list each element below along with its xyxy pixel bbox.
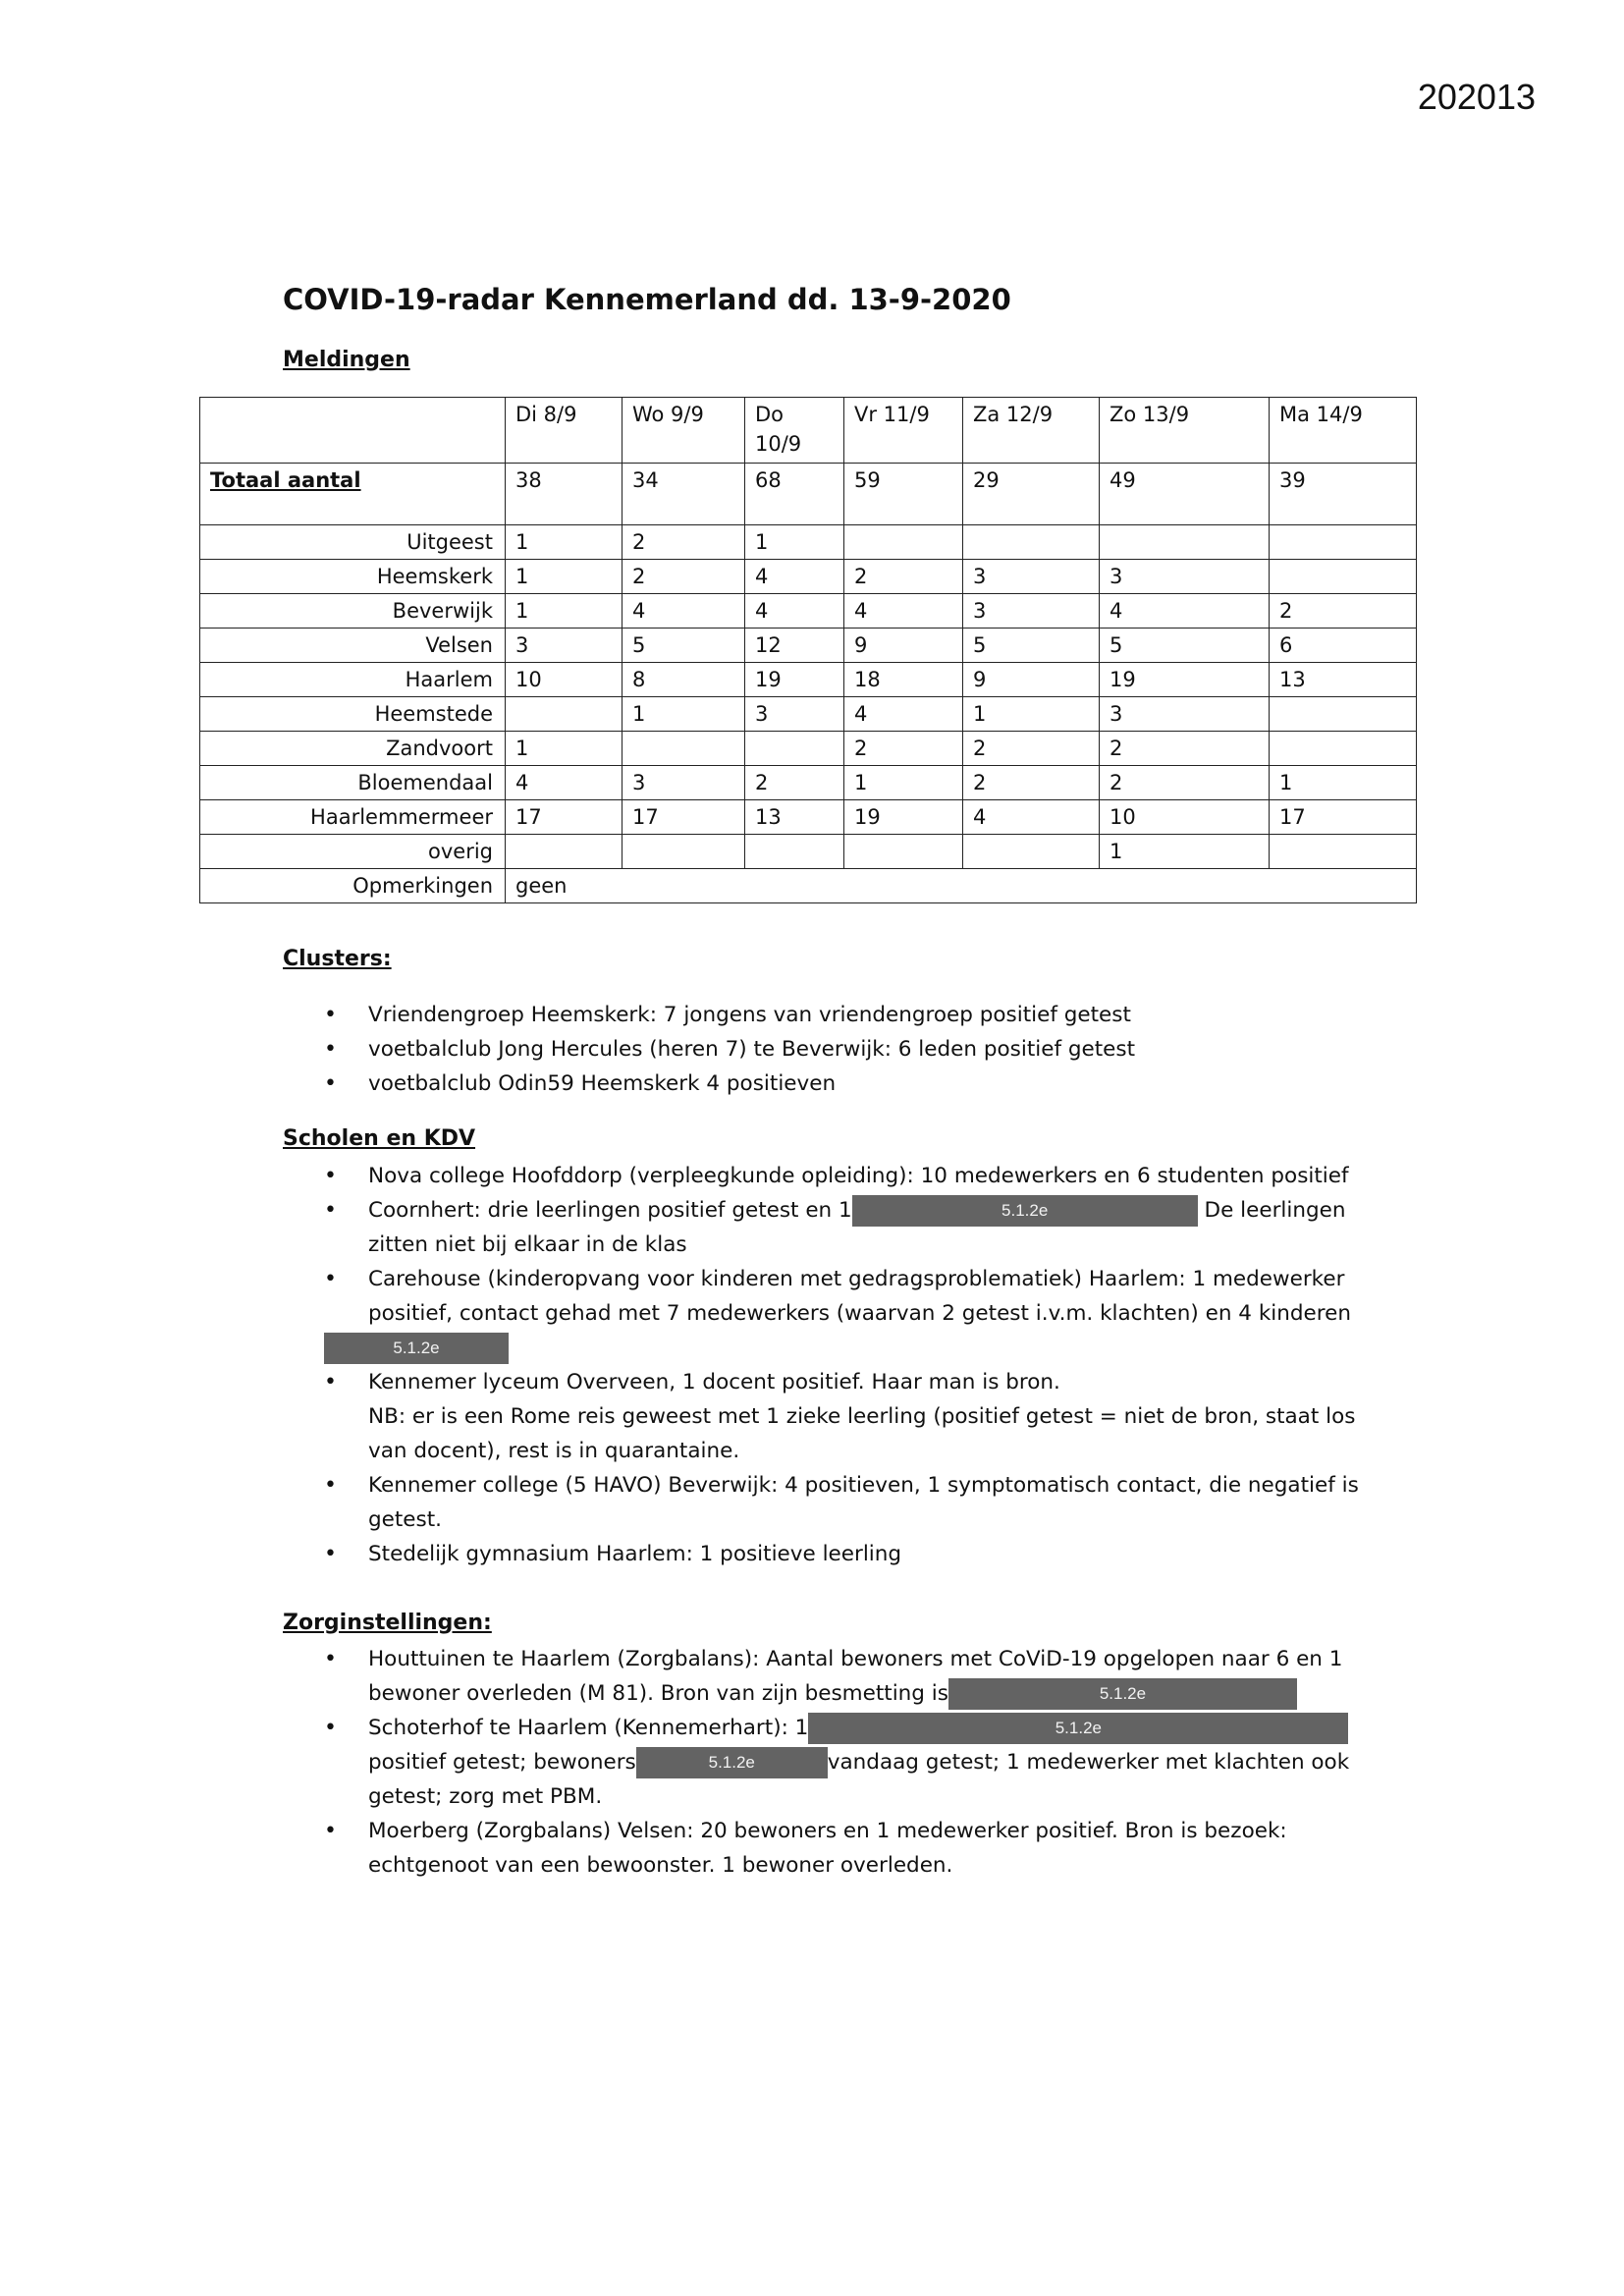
- count-cell: 4: [623, 594, 745, 629]
- count-cell: 4: [963, 800, 1100, 835]
- count-cell: [963, 525, 1100, 560]
- table-row: [200, 766, 1417, 800]
- place-name-cell: Uitgeest: [200, 525, 506, 560]
- column-header: Di 8/9: [506, 398, 623, 464]
- meldingen-table: [199, 397, 1417, 903]
- column-header: Wo 9/9: [623, 398, 745, 464]
- count-cell: [745, 732, 844, 766]
- table-row: [200, 594, 1417, 629]
- zorg-heading: Zorginstellingen:: [283, 1611, 492, 1635]
- scholen-heading: Scholen en KDV: [283, 1126, 476, 1151]
- table-row: [200, 560, 1417, 594]
- count-cell: 2: [623, 525, 745, 560]
- list-item: [324, 1262, 1365, 1365]
- place-name-cell: Zandvoort: [200, 732, 506, 766]
- list-item: • Vriendengroep Heemskerk: 7 jongens van vriendengroep positief getest: [324, 998, 1365, 1032]
- place-name-cell: Haarlemmermeer: [200, 800, 506, 835]
- table-row: [200, 800, 1417, 835]
- count-cell: 3: [963, 594, 1100, 629]
- list-item: • Stedelijk gymnasium Haarlem: 1 positieve leerling: [324, 1537, 1365, 1571]
- count-cell: 1: [844, 766, 963, 800]
- document-title: COVID-19-radar Kennemerland dd. 13-9-2020: [283, 283, 1011, 316]
- count-cell: [623, 732, 745, 766]
- total-value: 38: [506, 464, 623, 525]
- table-row: [200, 663, 1417, 697]
- table-row: [200, 525, 1417, 560]
- count-cell: [844, 525, 963, 560]
- count-cell: 1: [963, 697, 1100, 732]
- count-cell: 19: [844, 800, 963, 835]
- redaction-block: 5.1.2e: [948, 1678, 1297, 1710]
- item-text: De leerlingen zitten niet bij elkaar in de klas: [368, 1198, 1346, 1257]
- place-name-cell: Heemstede: [200, 697, 506, 732]
- count-cell: 3: [623, 766, 745, 800]
- count-cell: [1270, 697, 1417, 732]
- item-text: Houttuinen te Haarlem (Zorgbalans): Aantal bewoners met CoViD-19 opgelopen naar 6 en 1 bewoner overleden (M 81). Bron van zijn besmetting is: [368, 1647, 1343, 1706]
- table-row: [200, 835, 1417, 869]
- table-row: [200, 697, 1417, 732]
- count-cell: 3: [1100, 697, 1270, 732]
- count-cell: [1270, 835, 1417, 869]
- total-row: [200, 464, 1417, 525]
- count-cell: 4: [844, 594, 963, 629]
- count-cell: 13: [745, 800, 844, 835]
- item-text: Carehouse (kinderopvang voor kinderen met gedragsproblematiek) Haarlem: 1 medewerker positief, contact gehad met 7 medewerkers (waarvan 2 getest i.v.m. klachten) en 4 kinderen: [368, 1267, 1351, 1326]
- table-row: [200, 732, 1417, 766]
- count-cell: 1: [745, 525, 844, 560]
- list-item: • voetbalclub Odin59 Heemskerk 4 positieven: [324, 1066, 1365, 1101]
- count-cell: 2: [844, 560, 963, 594]
- count-cell: 1: [506, 525, 623, 560]
- count-cell: 1: [506, 594, 623, 629]
- count-cell: 17: [506, 800, 623, 835]
- redaction-block: 5.1.2e: [636, 1747, 828, 1778]
- item-text: vandaag getest; 1 medewerker met klachten ook getest; zorg met PBM.: [368, 1750, 1350, 1809]
- count-cell: 2: [623, 560, 745, 594]
- count-cell: 4: [745, 560, 844, 594]
- remarks-row: [200, 869, 1417, 903]
- count-cell: 9: [963, 663, 1100, 697]
- count-cell: 17: [1270, 800, 1417, 835]
- column-header: Vr 11/9: [844, 398, 963, 464]
- total-value: 34: [623, 464, 745, 525]
- place-name-cell: Haarlem: [200, 663, 506, 697]
- count-cell: 1: [1270, 766, 1417, 800]
- count-cell: 4: [1100, 594, 1270, 629]
- place-name-cell: Heemskerk: [200, 560, 506, 594]
- count-cell: 17: [623, 800, 745, 835]
- count-cell: 4: [745, 594, 844, 629]
- count-cell: 5: [963, 629, 1100, 663]
- redaction-block: 5.1.2e: [324, 1333, 509, 1364]
- total-value: 49: [1100, 464, 1270, 525]
- remarks-value: geen: [506, 869, 1417, 903]
- count-cell: 3: [506, 629, 623, 663]
- total-value: 29: [963, 464, 1100, 525]
- count-cell: [1270, 732, 1417, 766]
- count-cell: 2: [745, 766, 844, 800]
- count-cell: 19: [1100, 663, 1270, 697]
- count-cell: [506, 835, 623, 869]
- count-cell: [623, 835, 745, 869]
- count-cell: 3: [1100, 560, 1270, 594]
- count-cell: [1270, 525, 1417, 560]
- table-row: [200, 629, 1417, 663]
- count-cell: 1: [623, 697, 745, 732]
- place-name-cell: overig: [200, 835, 506, 869]
- list-item: [324, 1642, 1365, 1711]
- count-cell: 2: [963, 766, 1100, 800]
- zorg-list: [324, 1642, 1365, 1883]
- place-name-cell: Velsen: [200, 629, 506, 663]
- count-cell: 13: [1270, 663, 1417, 697]
- redaction-block: 5.1.2e: [808, 1713, 1348, 1744]
- header-empty-cell: [200, 398, 506, 464]
- count-cell: 2: [1100, 766, 1270, 800]
- place-name-cell: Beverwijk: [200, 594, 506, 629]
- count-cell: 4: [844, 697, 963, 732]
- count-cell: 4: [506, 766, 623, 800]
- count-cell: 5: [623, 629, 745, 663]
- list-item: • Kennemer college (5 HAVO) Beverwijk: 4 positieven, 1 symptomatisch contact, die negatief is getest.: [324, 1468, 1365, 1537]
- count-cell: 2: [963, 732, 1100, 766]
- list-item: [324, 1193, 1365, 1262]
- count-cell: 3: [745, 697, 844, 732]
- item-text: NB: er is een Rome reis geweest met 1 zieke leerling (positief getest = niet de bron, staat los van docent), rest is in quarantaine.: [368, 1404, 1356, 1463]
- meldingen-heading: Meldingen: [283, 348, 410, 372]
- list-item: • Moerberg (Zorgbalans) Velsen: 20 bewoners en 1 medewerker positief. Bron is bezoek: echtgenoot van een bewoonster. 1 bewoner overleden.: [324, 1814, 1365, 1883]
- clusters-list: [324, 998, 1365, 1101]
- count-cell: 18: [844, 663, 963, 697]
- list-item: [324, 1711, 1365, 1814]
- total-value: 68: [745, 464, 844, 525]
- count-cell: [506, 697, 623, 732]
- scholen-list: [324, 1159, 1365, 1571]
- count-cell: 10: [1100, 800, 1270, 835]
- count-cell: [844, 835, 963, 869]
- count-cell: 2: [1270, 594, 1417, 629]
- list-item: • Nova college Hoofddorp (verpleegkunde opleiding): 10 medewerkers en 6 studenten positief: [324, 1159, 1365, 1193]
- clusters-heading: Clusters:: [283, 947, 392, 971]
- count-cell: 2: [1100, 732, 1270, 766]
- total-label: Totaal aantal: [200, 464, 506, 525]
- page-number: 202013: [1417, 77, 1536, 117]
- count-cell: 5: [1100, 629, 1270, 663]
- count-cell: 10: [506, 663, 623, 697]
- column-header: Do 10/9: [745, 398, 844, 464]
- item-text: Schoterhof te Haarlem (Kennemerhart): 1: [368, 1716, 809, 1740]
- count-cell: [1100, 525, 1270, 560]
- count-cell: [745, 835, 844, 869]
- count-cell: [1270, 560, 1417, 594]
- count-cell: 12: [745, 629, 844, 663]
- item-text: positief getest; bewoners: [368, 1750, 636, 1775]
- count-cell: 8: [623, 663, 745, 697]
- count-cell: 1: [1100, 835, 1270, 869]
- item-text: Kennemer lyceum Overveen, 1 docent positief. Haar man is bron.: [368, 1370, 1060, 1394]
- remarks-label: Opmerkingen: [200, 869, 506, 903]
- count-cell: 6: [1270, 629, 1417, 663]
- total-value: 39: [1270, 464, 1417, 525]
- count-cell: 9: [844, 629, 963, 663]
- list-item: • voetbalclub Jong Hercules (heren 7) te Beverwijk: 6 leden positief getest: [324, 1032, 1365, 1066]
- column-header: Ma 14/9: [1270, 398, 1417, 464]
- column-header: Zo 13/9: [1100, 398, 1270, 464]
- table-header-row: [200, 398, 1417, 464]
- place-name-cell: Bloemendaal: [200, 766, 506, 800]
- count-cell: 1: [506, 732, 623, 766]
- total-value: 59: [844, 464, 963, 525]
- count-cell: 3: [963, 560, 1100, 594]
- count-cell: [963, 835, 1100, 869]
- count-cell: 2: [844, 732, 963, 766]
- column-header: Za 12/9: [963, 398, 1100, 464]
- item-text: Coornhert: drie leerlingen positief getest en 1: [368, 1198, 852, 1223]
- redaction-block: 5.1.2e: [852, 1195, 1198, 1227]
- count-cell: 1: [506, 560, 623, 594]
- list-item: [324, 1365, 1365, 1468]
- count-cell: 19: [745, 663, 844, 697]
